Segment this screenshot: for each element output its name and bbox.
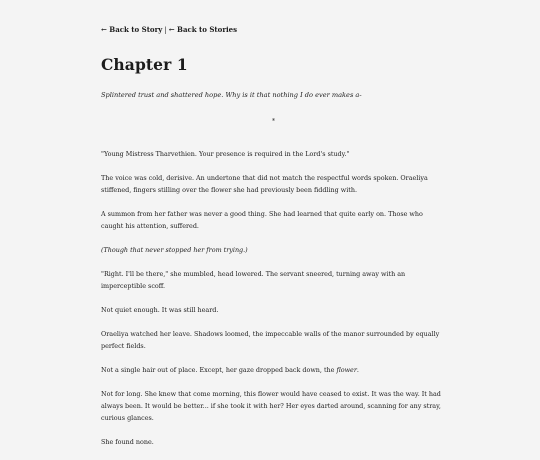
story-paragraph: Not quiet enough. It was still heard. [101, 306, 219, 314]
back-to-story-link[interactable]: ← Back to Story [101, 25, 163, 34]
navigation-bar [101, 25, 446, 35]
chapter-summary: Splintered trust and shattered hope. Why is it that nothing I do ever makes a- [101, 91, 362, 99]
story-paragraph: The voice was cold, derisive. An undertone that did not match the respectful words spoken. Oraeliya stiffened, fingers stilling over the flower she had previously been fiddling with. [101, 174, 428, 194]
section-divider: * [272, 118, 275, 125]
paragraph-text: . [356, 366, 359, 374]
story-body [101, 148, 446, 448]
nav-separator: | [164, 26, 167, 34]
story-paragraph: "Young Mistress Tharvethien. Your presence is required in the Lord's study." [101, 150, 350, 158]
story-paragraph: She found none. [101, 438, 154, 446]
story-paragraph: "Right. I'll be there," she mumbled, head lowered. The servant sneered, turning away with an imperceptible scoff. [101, 270, 406, 290]
back-to-stories-link[interactable]: ← Back to Stories [168, 25, 238, 34]
story-paragraph: A summon from her father was never a good thing. She had learned that quite early on. Those who caught his attention, suffered. [101, 210, 423, 230]
story-paragraph: Not for long. She knew that come morning, this flower would have ceased to exist. It was the way. It had always been. It would be better... if she took it with her? Her eyes darted around, scanning for any stray, curious glances. [101, 390, 441, 422]
chapter-title: Chapter 1 [101, 55, 188, 74]
story-paragraph-aside: (Though that never stopped her from trying.) [101, 246, 248, 254]
story-paragraph: Oraeliya watched her leave. Shadows loomed, the impeccable walls of the manor surrounded by equally perfect fields. [101, 330, 440, 350]
paragraph-text: Not a single hair out of place. Except, her gaze dropped back down, the [101, 366, 337, 374]
chapter-content [101, 25, 446, 460]
story-paragraph [101, 364, 446, 376]
emphasized-word: flower [336, 366, 357, 374]
